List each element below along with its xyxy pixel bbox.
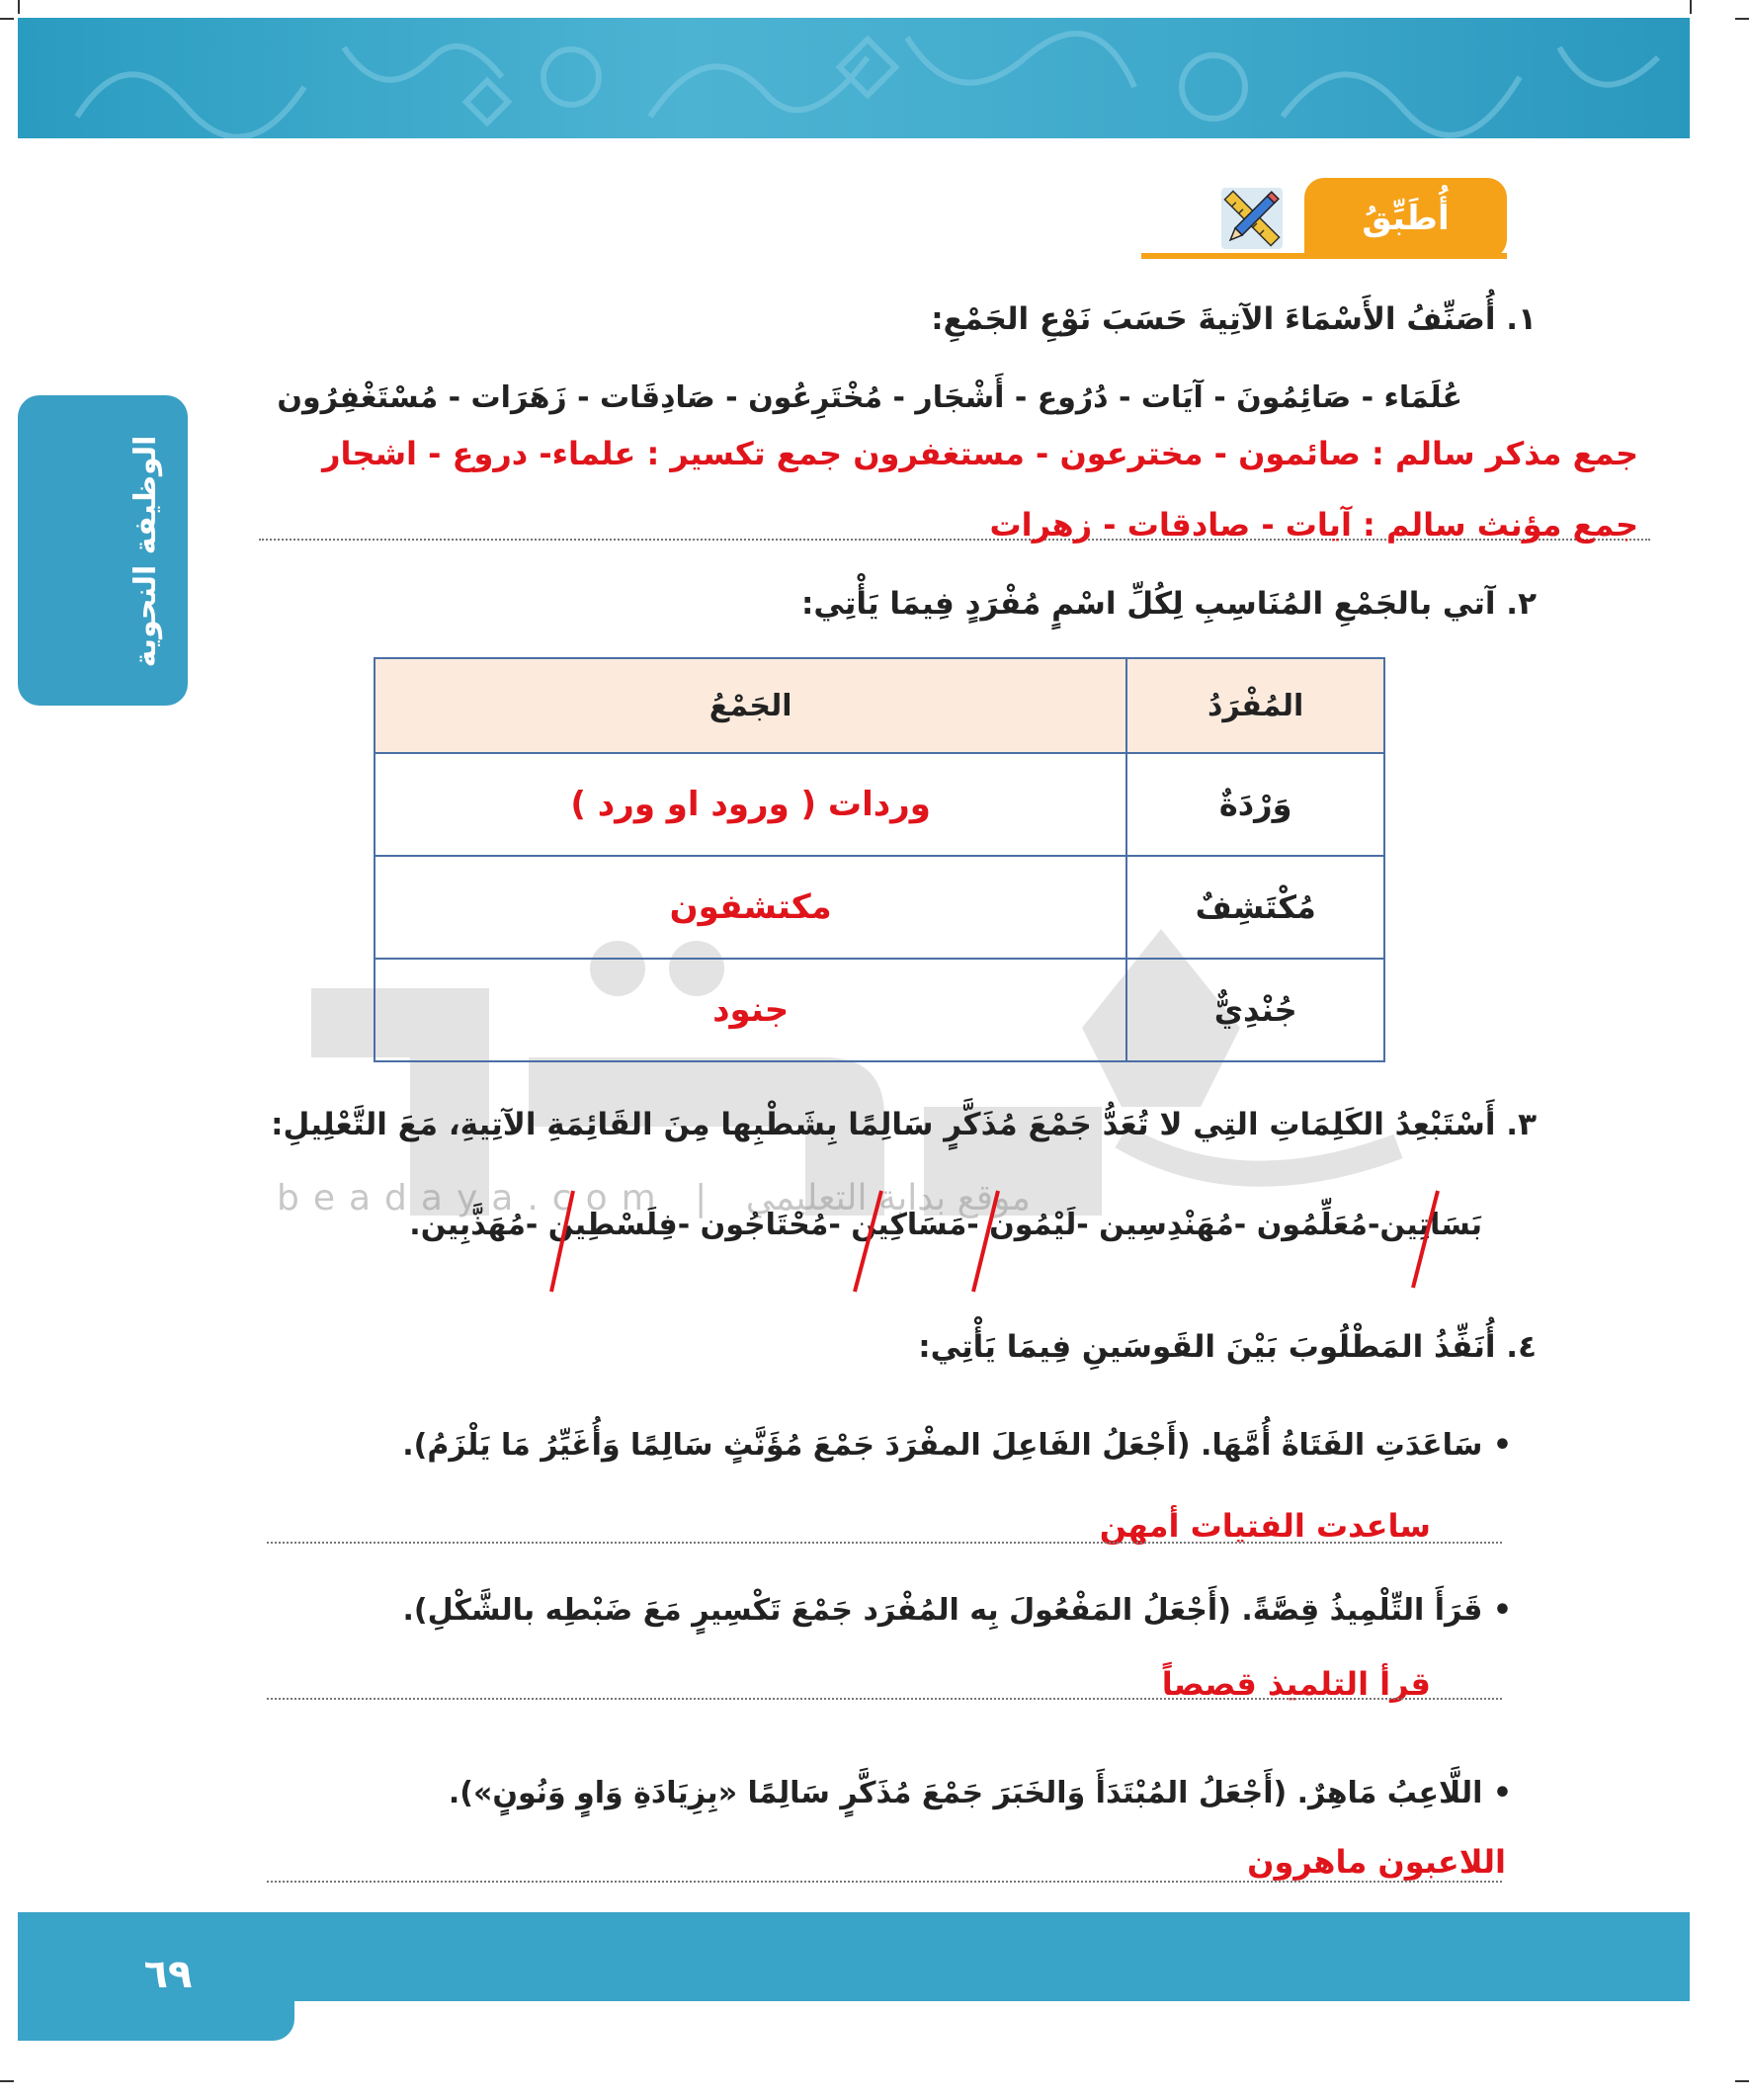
q2-prompt: ٢. آتي بالجَمْعِ المُنَاسِبِ لِكُلِّ اسْمٍ مُفْرَدٍ فِيمَا يَأْتِي:: [800, 586, 1537, 622]
table-row: [375, 959, 1384, 1061]
watermark-site-text: beadaya.com | موقع بداية التعليمي: [277, 1178, 1031, 1218]
q3-prompt: ٣. أَسْتَبْعِدُ الكَلِمَاتِ التِي لا تُعَدُّ جَمْعَ مُذَكَّرٍ سَالِمًا بِشَطْبِها مِنَ القَائِمَةِ الآتِيةِ، مَعَ التَّعْلِيلِ:: [271, 1107, 1537, 1142]
q4-item-2-answer: قرأ التلميذ قصصاً: [1161, 1665, 1431, 1703]
answer-dotted-line: [267, 1698, 1502, 1700]
singular-cell: وَرْدَةٌ: [1126, 753, 1384, 856]
bullet-dot: •: [1482, 1428, 1512, 1463]
crop-mark: [0, 2080, 14, 2082]
q4-item-text: اللَّاعِبُ مَاهِرٌ. (أَجْعَلُ المُبْتَدَأَ وَالخَبَرَ جَمْعَ مُذَكَّرٍ سَالِمًا «بِزِيَادَةِ وَاوٍ وَنُونٍ»).: [448, 1776, 1483, 1810]
q4-prompt: ٤. أُنَفِّذُ المَطْلُوبَ بَيْنَ القَوسَينِ فِيمَا يَأْتِي:: [918, 1329, 1537, 1365]
crop-mark: [0, 18, 14, 20]
q1-prompt: ١. أُصَنِّفُ الأَسْمَاءَ الآتِيةَ حَسَبَ نَوْعِ الجَمْعِ:: [931, 301, 1537, 337]
q4-item-1-answer: ساعدت الفتيات أمهن: [1099, 1507, 1431, 1545]
pencil-ruler-icon: [1217, 184, 1287, 253]
q4-item-3: [449, 1776, 1512, 1810]
plural-answer-cell: مكتشفون: [375, 856, 1126, 959]
strike-marks: [534, 1181, 1462, 1300]
header-plural: الجَمْعُ: [375, 658, 1126, 753]
singular-cell: جُنْدِيٌّ: [1126, 959, 1384, 1061]
crop-mark: [1735, 2080, 1749, 2082]
q1-answer-line1: جمع مذكر سالم : صائمون - مخترعون - مستغفرون جمع تكسير : علماء- دروع - اشجار: [322, 435, 1638, 472]
bullet-dot: •: [1482, 1593, 1512, 1628]
q4-item-text: قَرَأَ التِّلْمِيذُ قِصَّةً. (أَجْعَلُ المَفْعُولَ بِه المُفْرَد جَمْعَ تَكْسِيرٍ مَعَ ضَبْطِه بالشَّكْلِ).: [402, 1593, 1483, 1628]
crop-mark: [1735, 18, 1749, 20]
answer-dotted-line: [267, 1542, 1502, 1544]
side-tab-label: الوظيفة النحوية: [128, 435, 163, 668]
header-pattern: [18, 18, 1690, 138]
q4-item-text: سَاعَدَتِ الفَتَاةُ أُمَّهَا. (أَجْعَلُ الفَاعِلَ المفْرَدَ جَمْعَ مُؤَنَّثٍ سَالِمًا وَأُغَيِّرُ مَا يَلْزَمُ).: [402, 1428, 1483, 1463]
plural-answer-cell: وردات ( ورود او ورد ): [375, 753, 1126, 856]
q1-word-list: عُلَمَاء - صَائِمُونَ - آيَات - دُرُوع - أَشْجَار - مُخْتَرِعُون - صَادِقَات - زَهَرَات - مُسْتَغْفِرُون: [277, 380, 1462, 415]
page-number: ٦٩: [143, 1952, 193, 1997]
table-row: [375, 753, 1384, 856]
section-badge: أُطَبِّقُ: [1304, 178, 1507, 259]
bullet-dot: •: [1482, 1776, 1512, 1810]
q4-item-2: [403, 1593, 1513, 1628]
q1-answer-line2: جمع مؤنث سالم : آيات - صادقات - زهرات: [989, 506, 1638, 544]
crop-mark: [1690, 0, 1692, 14]
q3-word-list: بَسَاتِين-مُعَلِّمُون -مُهَنْدِسِين -لَيْمُون -مَسَاكِين -مُحْتَاجُون -فِلَسْطِين -مُهَذَّبِين.: [409, 1208, 1482, 1242]
q4-item-1: [402, 1428, 1512, 1463]
singular-plural-table: [374, 657, 1385, 1062]
table-header-row: [375, 658, 1384, 753]
answer-dotted-line: [267, 1881, 1502, 1883]
q4-item-3-answer: اللاعبون ماهرون: [1247, 1843, 1506, 1881]
crop-mark: [18, 0, 20, 14]
plural-answer-cell: جنود: [375, 959, 1126, 1061]
singular-cell: مُكْتَشِفٌ: [1126, 856, 1384, 959]
table-row: [375, 856, 1384, 959]
header-singular: المُفْرَدُ: [1126, 658, 1384, 753]
